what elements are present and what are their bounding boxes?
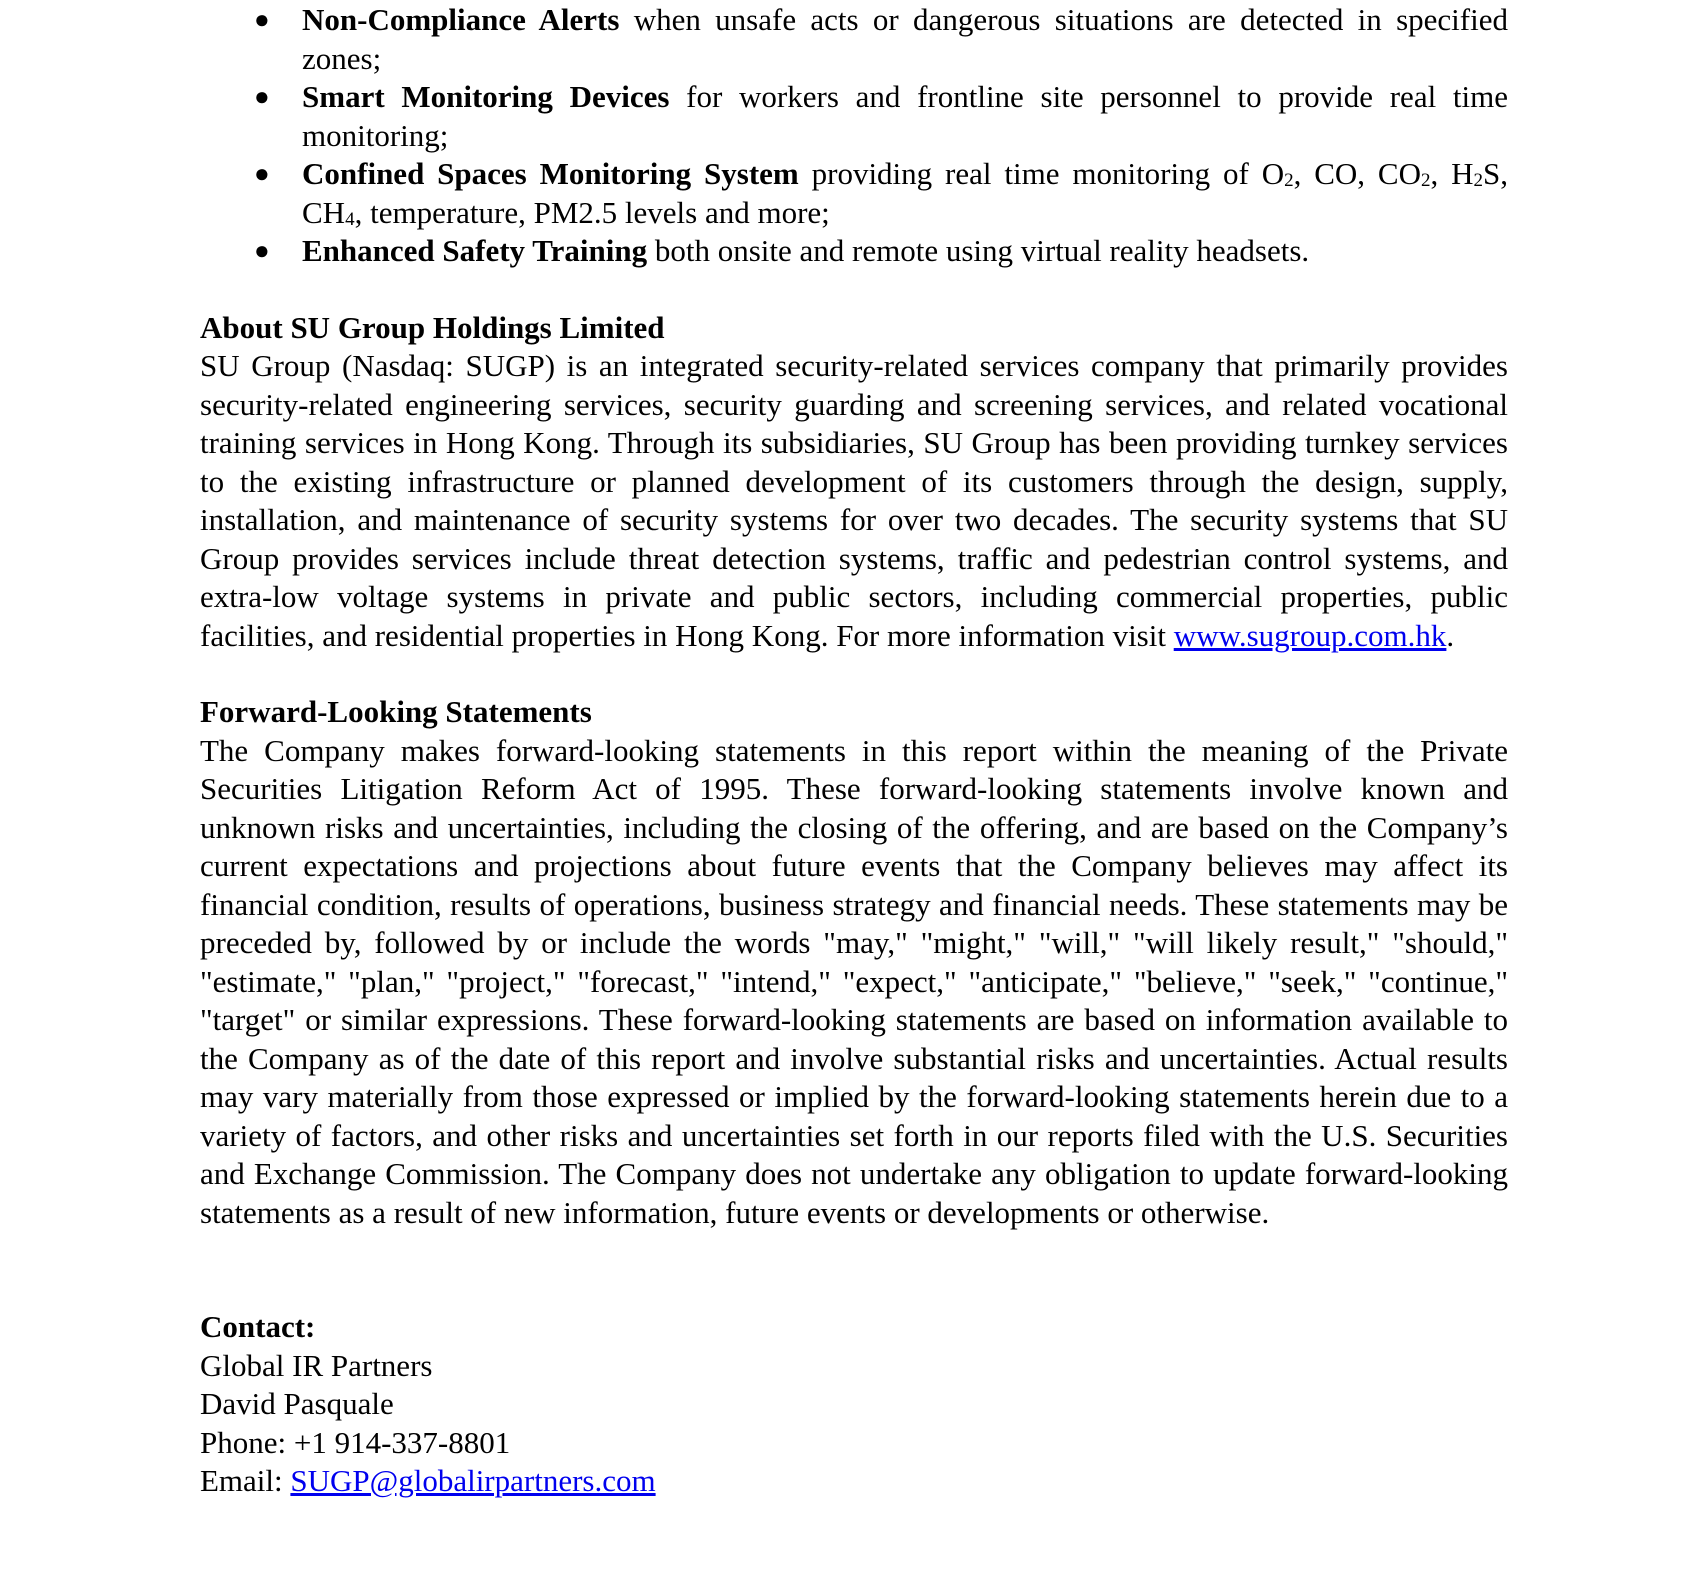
contact-email-label: Email:	[200, 1463, 291, 1498]
bullet-text: S, CH	[302, 156, 1508, 230]
about-end: .	[1446, 617, 1455, 653]
bullet-text: , CO, CO	[1293, 156, 1421, 191]
bullet-text: both onsite and remote using virtual reality headsets.	[647, 233, 1310, 268]
forward-looking-section	[200, 693, 1508, 1232]
bullet-text: , temperature, PM2.5 levels and more;	[354, 194, 830, 230]
bullet-heading: Confined Spaces Monitoring System	[302, 156, 799, 191]
subscript: 2	[1420, 170, 1431, 191]
about-section	[200, 309, 1508, 656]
contact-phone: Phone: +1 914-337-8801	[200, 1424, 511, 1460]
bullet-text: , H	[1430, 156, 1474, 191]
about-body: SU Group (Nasdaq: SUGP) is an integrated security-related services company that primarily provides security-related engineering services, security guarding and screening services, and related vocational training services in Hong Kong. Through its subsidiaries, SU Group has been providing turnkey services to the existing infrastructure or planned development of its customers through the design, supply, installation, and maintenance of security systems for over two decades. The security systems that SU Group provides services include threat detection systems, traffic and pedestrian control systems, and extra-low voltage systems in private and public sectors, including commercial properties, public facilities, and residential properties in Hong Kong. For more information visit	[200, 348, 1508, 653]
contact-organization: Global IR Partners	[200, 1347, 433, 1383]
bullet-text: when unsafe acts or dangerous situations are detected in specified zones;	[302, 2, 1508, 76]
contact-name: David Pasquale	[200, 1386, 394, 1421]
bullet-icon: ●	[254, 82, 270, 111]
subscript: 4	[345, 208, 355, 230]
contact-email-line	[200, 1462, 1508, 1501]
website-link[interactable]: www.sugroup.com.hk	[1173, 617, 1447, 653]
list-item	[200, 232, 1508, 271]
forward-looking-heading: Forward-Looking Statements	[200, 694, 592, 729]
about-paragraph	[200, 347, 1508, 655]
bullet-icon: ●	[254, 236, 270, 265]
email-link[interactable]: SUGP@globalirpartners.com	[290, 1463, 656, 1498]
contact-section	[200, 1308, 1508, 1501]
bullet-text: providing real time monitoring of O	[798, 156, 1285, 191]
bullet-icon: ●	[254, 5, 270, 34]
list-item	[200, 78, 1508, 155]
list-item	[200, 1, 1508, 78]
bullet-text: for workers and frontline site personnel to provide real time monitoring;	[302, 79, 1508, 153]
bullet-heading: Smart Monitoring Devices	[302, 79, 670, 114]
bullet-icon: ●	[254, 159, 270, 188]
document-page	[200, 0, 1508, 1501]
subscript: 2	[1473, 170, 1483, 191]
contact-heading: Contact:	[200, 1309, 316, 1344]
feature-bullet-list	[200, 1, 1508, 271]
forward-looking-paragraph: The Company makes forward-looking statements in this report within the meaning of the Private Securities Litigation Reform Act of 1995. These forward-looking statements involve known and unknown risks and uncertainties, including the closing of the offering, and are based on the Company’s current expectations and projections about future events that the Company believes may affect its financial condition, results of operations, business strategy and financial needs. These statements may be preceded by, followed by or include the words "may," "might," "will," "will likely result," "should," "estimate," "plan," "project," "forecast," "intend," "expect," "anticipate," "believe," "seek," "continue," "target" or similar expressions. These forward-looking statements are based on information available to the Company as of the date of this report and involve substantial risks and uncertainties. Actual results may vary materially from those expressed or implied by the forward-looking statements herein due to a variety of factors, and other risks and uncertainties set forth in our reports filed with the U.S. Securities and Exchange Commission. The Company does not undertake any obligation to update forward-looking statements as a result of new information, future events or developments or otherwise.	[200, 732, 1508, 1230]
about-heading: About SU Group Holdings Limited	[200, 309, 665, 345]
list-item	[200, 155, 1508, 232]
bullet-heading: Enhanced Safety Training	[302, 233, 648, 268]
subscript: 2	[1284, 170, 1294, 191]
bullet-heading: Non-Compliance Alerts	[302, 2, 620, 37]
